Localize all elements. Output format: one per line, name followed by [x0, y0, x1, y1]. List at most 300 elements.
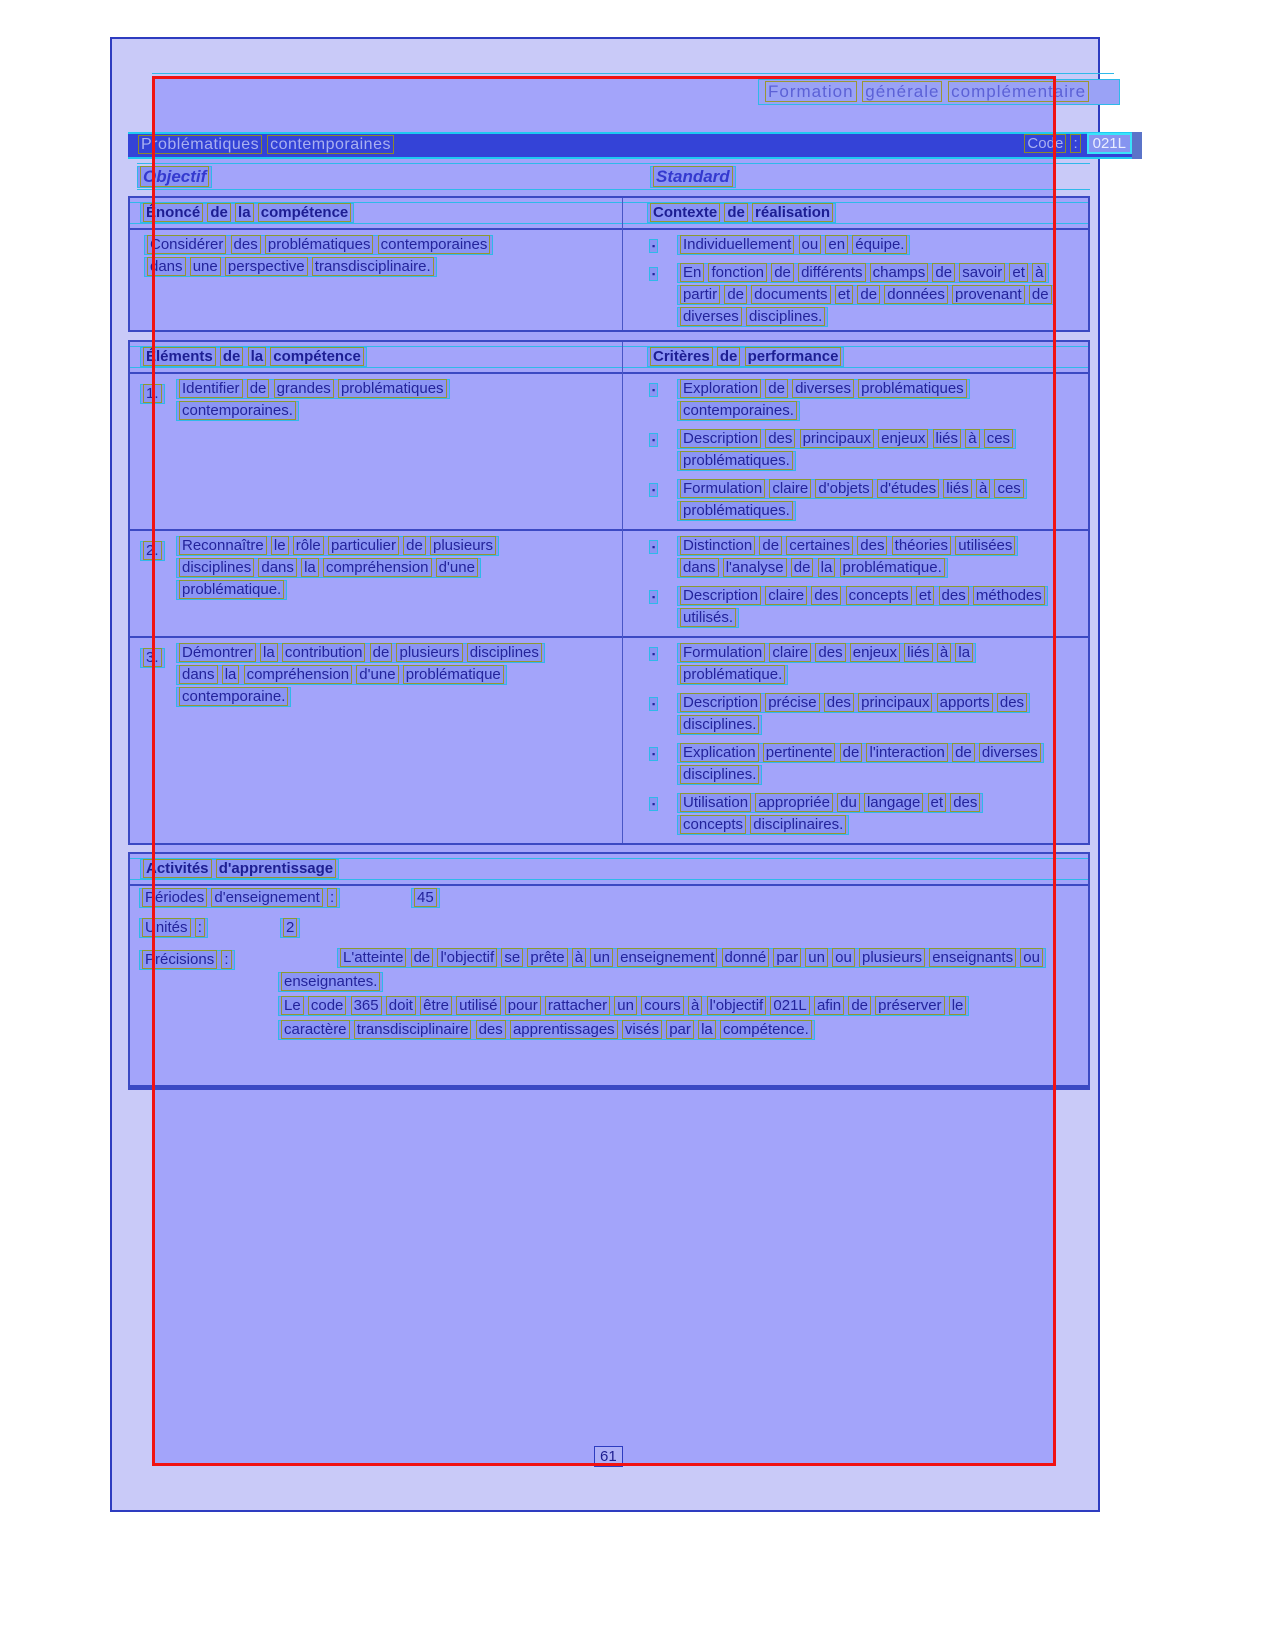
word-box: 2.	[146, 542, 159, 559]
word-box: des	[941, 587, 966, 604]
word-box: contemporaines.	[683, 402, 794, 419]
text-line-row	[176, 379, 606, 401]
elements-criteres-table	[128, 340, 1090, 845]
word-box: doit	[388, 997, 413, 1014]
word-box: à	[978, 480, 988, 497]
word-box: utilisés.	[683, 609, 734, 626]
item-number	[140, 541, 165, 561]
word-box: par	[776, 949, 799, 966]
bullet-icon: ▪	[649, 797, 658, 811]
word-box: contemporaine.	[182, 688, 286, 705]
bullet-item	[649, 536, 1088, 580]
word-box: enseignantes.	[284, 973, 378, 990]
word-box: Éléments	[146, 348, 213, 365]
text-line-row	[176, 580, 606, 602]
word-box: se	[504, 949, 521, 966]
left-cell	[130, 536, 620, 630]
word-box: théories	[894, 537, 949, 554]
item-number	[140, 648, 165, 668]
word-box: grandes	[276, 380, 331, 397]
text-line	[677, 501, 796, 521]
precisions-row	[130, 948, 1088, 1044]
word-box: cours	[644, 997, 681, 1014]
word-box: d'apprentissage	[218, 860, 334, 877]
word-box: être	[423, 997, 449, 1014]
word-box: problématiques.	[683, 502, 790, 519]
field-label	[139, 918, 208, 938]
word-box: un	[617, 997, 634, 1014]
text-line	[278, 972, 383, 992]
text-line	[144, 257, 437, 277]
word-box: des	[814, 587, 839, 604]
word-box: 1.	[146, 385, 159, 402]
word-box: la	[250, 348, 264, 365]
enonce-contexte-table	[128, 196, 1090, 332]
word-box: de	[774, 264, 791, 281]
word-box: complémentaire	[951, 82, 1087, 101]
text-line	[176, 558, 481, 578]
word-box: ces	[986, 430, 1011, 447]
text-line-row	[677, 263, 1088, 285]
field-value	[411, 888, 440, 908]
word-box: dans	[261, 559, 294, 576]
table-header-line	[130, 202, 1088, 224]
word-box: la	[304, 559, 316, 576]
word-box: contemporaines	[380, 236, 488, 253]
word-box: Critères	[653, 348, 710, 365]
word-box: diverses	[682, 308, 739, 325]
word-box: Individuellement	[682, 236, 792, 253]
page-number: 61	[594, 1446, 623, 1467]
word-box: par	[669, 1021, 691, 1038]
bullet-item	[649, 743, 1088, 787]
course-title	[138, 136, 394, 154]
banner-line-highlight	[758, 79, 1120, 105]
word-box: 021L	[773, 997, 807, 1014]
text-line	[677, 743, 1044, 763]
word-box: Précisions	[145, 951, 215, 968]
word-box: Formulation	[683, 644, 763, 661]
word-box: des	[478, 1021, 503, 1038]
word-box: une	[192, 258, 218, 275]
word-box: disciplines.	[748, 308, 823, 325]
text-line-row	[677, 451, 1088, 473]
text-line-row	[677, 558, 1088, 580]
text-line	[677, 793, 983, 813]
left-cell	[130, 643, 620, 837]
text-line-row	[677, 479, 1088, 501]
word-box: pertinente	[765, 744, 833, 761]
word-box: compétence	[260, 204, 349, 221]
text-line	[278, 996, 969, 1016]
text-line-row	[677, 401, 1088, 423]
field-label	[139, 888, 340, 908]
word-box: problématique.	[683, 666, 783, 683]
word-box: Périodes	[145, 889, 205, 906]
word-box: diverses	[981, 744, 1038, 761]
word-box: Unités	[145, 919, 188, 936]
text-line-row	[176, 536, 606, 558]
word-box: le	[273, 537, 286, 554]
word-box: liés	[907, 644, 930, 661]
word-box: Contexte	[653, 204, 718, 221]
word-box: en	[828, 236, 846, 253]
standard-column-header	[650, 166, 736, 188]
word-box: disciplines.	[683, 766, 757, 783]
table-body	[130, 230, 1088, 332]
word-box: et	[918, 587, 932, 604]
text-line-row	[677, 715, 1088, 737]
word-box: ou	[835, 949, 852, 966]
text-line-row	[176, 643, 606, 665]
word-box: 365	[353, 997, 379, 1014]
text-line	[144, 235, 493, 255]
left-cell	[130, 235, 620, 329]
word-box: un	[593, 949, 610, 966]
text-line	[677, 765, 762, 785]
word-box: Exploration	[683, 380, 759, 397]
bullet-item	[649, 263, 1088, 329]
bullet-icon: ▪	[649, 267, 658, 281]
word-box: de	[768, 380, 785, 397]
text-line	[677, 665, 788, 685]
table-row	[130, 374, 1088, 529]
text-line-row	[677, 285, 1088, 307]
bullet-icon: ▪	[649, 483, 658, 497]
text-line-row	[176, 665, 606, 687]
table-header-row	[130, 854, 1088, 886]
text-line	[677, 693, 1030, 713]
text-line-row	[677, 429, 1088, 451]
word-box: Formation	[768, 82, 854, 101]
text-line	[677, 608, 739, 628]
word-box: problématiques.	[683, 452, 790, 469]
word-box: ou	[1023, 949, 1040, 966]
word-box: transdisciplinaire	[356, 1021, 469, 1038]
table-body	[130, 374, 1088, 843]
word-box: concepts	[848, 587, 909, 604]
word-box: de	[372, 644, 390, 661]
text-line-row	[677, 608, 1088, 630]
word-box: plusieurs	[862, 949, 923, 966]
bullet-item	[649, 693, 1088, 737]
word-box: l'objectif	[709, 997, 764, 1014]
word-box: à	[968, 430, 977, 447]
text-line-row	[278, 1020, 1088, 1044]
bullet-icon: ▪	[649, 239, 658, 253]
word-box: la	[238, 204, 251, 221]
word-box: utilisé	[459, 997, 498, 1014]
text-line	[677, 307, 828, 327]
word-box: des	[818, 644, 843, 661]
word-box: des	[999, 694, 1025, 711]
bullet-icon: ▪	[649, 647, 658, 661]
text-line	[278, 1020, 815, 1040]
bullet-icon: ▪	[649, 590, 658, 604]
word-box: 2	[286, 919, 295, 936]
word-box: Explication	[683, 744, 756, 761]
word-box: du	[840, 794, 857, 811]
word-box: préserver	[878, 997, 942, 1014]
text-line-row	[677, 793, 1088, 815]
text-line-row	[677, 765, 1088, 787]
word-box: méthodes	[975, 587, 1042, 604]
word-box: En	[682, 264, 702, 281]
word-box: plusieurs	[399, 644, 460, 661]
word-box: liés	[946, 480, 969, 497]
word-box: transdisciplinaire.	[314, 258, 431, 275]
word-box: savoir	[962, 264, 1003, 281]
word-box: des	[233, 236, 258, 253]
text-line	[176, 401, 299, 421]
text-line	[677, 479, 1027, 499]
word-box: Code	[1027, 135, 1064, 152]
word-box: de	[793, 559, 811, 576]
field-row	[130, 916, 1088, 946]
word-box: caractère	[284, 1021, 347, 1038]
word-box: de	[935, 264, 953, 281]
word-box: diverses	[795, 380, 851, 397]
word-box: compétence	[273, 348, 361, 365]
word-box: problématiques	[267, 236, 371, 253]
right-cell	[620, 379, 1088, 523]
bullet-item	[649, 586, 1088, 630]
word-box: la	[224, 666, 237, 683]
course-header-bar	[128, 132, 1142, 159]
word-box: Considérer	[150, 236, 224, 253]
word-box: performance	[747, 348, 839, 365]
word-box: problématiques	[861, 380, 964, 397]
word-box: d'une	[359, 666, 396, 683]
word-box: Formulation	[683, 480, 763, 497]
word-box: prête	[530, 949, 565, 966]
word-box: d'études	[879, 480, 937, 497]
activites-table	[128, 852, 1090, 1090]
word-box: l'objectif	[440, 949, 495, 966]
text-line	[176, 536, 499, 556]
word-box: et	[837, 286, 851, 303]
word-box: Objectif	[143, 167, 207, 186]
word-box: enjeux	[852, 644, 897, 661]
field-value	[280, 918, 300, 938]
word-box: pour	[507, 997, 538, 1014]
text-line-row	[278, 948, 1088, 972]
word-box: à	[1035, 264, 1044, 281]
word-box: Description	[683, 587, 759, 604]
table-row	[130, 636, 1088, 843]
word-box: à	[574, 949, 584, 966]
precisions-text	[278, 948, 1088, 1044]
word-box: de	[210, 204, 228, 221]
word-box: des	[860, 537, 885, 554]
word-box: dans	[683, 559, 716, 576]
word-box: de	[406, 537, 423, 554]
word-box: liés	[935, 430, 959, 447]
bullet-icon: ▪	[649, 383, 658, 397]
text-line-row	[176, 401, 606, 423]
course-code	[1024, 135, 1132, 152]
text-line	[677, 536, 1018, 556]
word-box: données	[887, 286, 945, 303]
word-box: Démontrer	[182, 644, 253, 661]
bullet-item	[649, 479, 1088, 523]
word-box: contribution	[284, 644, 363, 661]
text-line-row	[677, 379, 1088, 401]
table-header-row	[130, 342, 1088, 374]
item-number	[140, 384, 165, 404]
word-box: à	[690, 997, 700, 1014]
word-box: Énoncé	[146, 204, 201, 221]
text-line	[337, 948, 1046, 968]
field-row	[130, 886, 1088, 916]
word-box: fonction	[711, 264, 765, 281]
word-box: Description	[683, 694, 759, 711]
word-box: d'enseignement	[214, 889, 320, 906]
word-box: de	[1031, 286, 1049, 303]
word-box: de	[762, 537, 780, 554]
text-line-row	[278, 996, 1088, 1020]
word-box: 45	[417, 889, 434, 906]
table-header-row	[130, 198, 1088, 230]
word-box: et	[1012, 264, 1025, 281]
text-line	[677, 451, 796, 471]
word-box: disciplines.	[683, 716, 757, 733]
word-box: de	[727, 286, 744, 303]
text-line	[677, 586, 1048, 606]
text-line-row	[677, 815, 1088, 837]
word-box: de	[719, 348, 738, 365]
word-box: plusieurs	[433, 537, 494, 554]
word-box: rôle	[295, 537, 321, 554]
text-line	[176, 379, 450, 399]
word-box: le	[951, 997, 964, 1014]
word-box: réalisation	[755, 204, 831, 221]
bullet-item	[649, 643, 1088, 687]
word-box: apports	[939, 694, 990, 711]
word-box: problématique	[405, 666, 501, 683]
word-box: de	[851, 997, 868, 1014]
word-box: Problématiques	[141, 136, 260, 153]
word-box: de	[842, 744, 860, 761]
course-code-label	[1024, 135, 1080, 152]
text-line	[677, 429, 1016, 449]
word-box: différents	[801, 264, 863, 281]
banner-title	[759, 80, 1091, 103]
word-box: disciplines	[182, 559, 252, 576]
bullet-icon: ▪	[649, 697, 658, 711]
word-box: disciplinaires.	[753, 816, 844, 833]
word-box: compréhension	[325, 559, 429, 576]
word-box: problématique.	[182, 581, 282, 598]
word-box: la	[820, 559, 833, 576]
word-box: de	[860, 286, 878, 303]
objectif-column-header	[137, 166, 212, 188]
annotation-hairline	[152, 73, 1114, 74]
bullet-icon: ▪	[649, 540, 658, 554]
text-line-row	[677, 235, 1088, 257]
word-box: provenant	[955, 286, 1022, 303]
word-box: Activités	[146, 860, 209, 877]
word-box: donné	[724, 949, 767, 966]
column-header-row	[137, 163, 1090, 190]
word-box: certaines	[789, 537, 851, 554]
word-box: générale	[865, 82, 940, 101]
bullet-item	[649, 379, 1088, 423]
word-box: appropriée	[758, 794, 830, 811]
word-box: :	[224, 951, 229, 968]
bullet-icon: ▪	[649, 747, 658, 761]
word-box: de	[413, 949, 431, 966]
word-box: :	[330, 889, 335, 906]
right-cell	[620, 235, 1088, 329]
word-box: l'analyse	[725, 559, 784, 576]
activites-header	[140, 859, 339, 879]
word-box: claire	[772, 644, 809, 661]
field-label	[139, 950, 235, 970]
text-line	[176, 665, 507, 685]
text-line	[677, 558, 948, 578]
text-line	[677, 235, 911, 255]
word-box: de	[249, 380, 267, 397]
word-box: champs	[872, 264, 926, 281]
word-box: l'interaction	[869, 744, 945, 761]
word-box: perspective	[227, 258, 305, 275]
word-box: enseignants	[932, 949, 1014, 966]
word-box: concepts	[683, 816, 744, 833]
word-box: équipe.	[855, 236, 905, 253]
word-box: Distinction	[683, 537, 753, 554]
word-box: principaux	[861, 694, 930, 711]
text-line	[176, 580, 287, 600]
text-line-row	[677, 586, 1088, 608]
left-cell	[130, 379, 620, 523]
word-box: disciplines	[469, 644, 539, 661]
word-box: la	[958, 644, 971, 661]
bullet-item	[649, 793, 1088, 837]
table-row	[130, 529, 1088, 636]
text-line-row	[144, 257, 606, 279]
word-box: claire	[768, 587, 805, 604]
word-box: Standard	[656, 167, 730, 186]
text-line-row	[144, 235, 606, 257]
word-box: dans	[182, 666, 215, 683]
table-header-left	[140, 347, 367, 367]
table-header-right	[647, 347, 844, 367]
word-box: enseignement	[620, 949, 715, 966]
bullet-item	[649, 429, 1088, 473]
table-header-left	[140, 203, 354, 223]
word-box: de	[955, 744, 972, 761]
right-cell	[620, 536, 1088, 630]
text-line	[677, 715, 762, 735]
word-box: précise	[768, 694, 817, 711]
word-box: un	[808, 949, 825, 966]
word-box: dans	[150, 258, 183, 275]
bullet-item	[649, 235, 1088, 257]
word-box: Utilisation	[683, 794, 749, 811]
text-line-row	[677, 643, 1088, 665]
word-box: à	[939, 644, 949, 661]
word-box: langage	[866, 794, 921, 811]
word-box: Reconnaître	[182, 537, 264, 554]
text-line	[677, 643, 976, 663]
word-box: rattacher	[547, 997, 608, 1014]
course-code-value: 021L	[1087, 133, 1132, 154]
word-box: documents	[754, 286, 828, 303]
word-box: afin	[816, 997, 842, 1014]
word-box: et	[930, 794, 944, 811]
word-box: apprentissages	[512, 1021, 615, 1038]
